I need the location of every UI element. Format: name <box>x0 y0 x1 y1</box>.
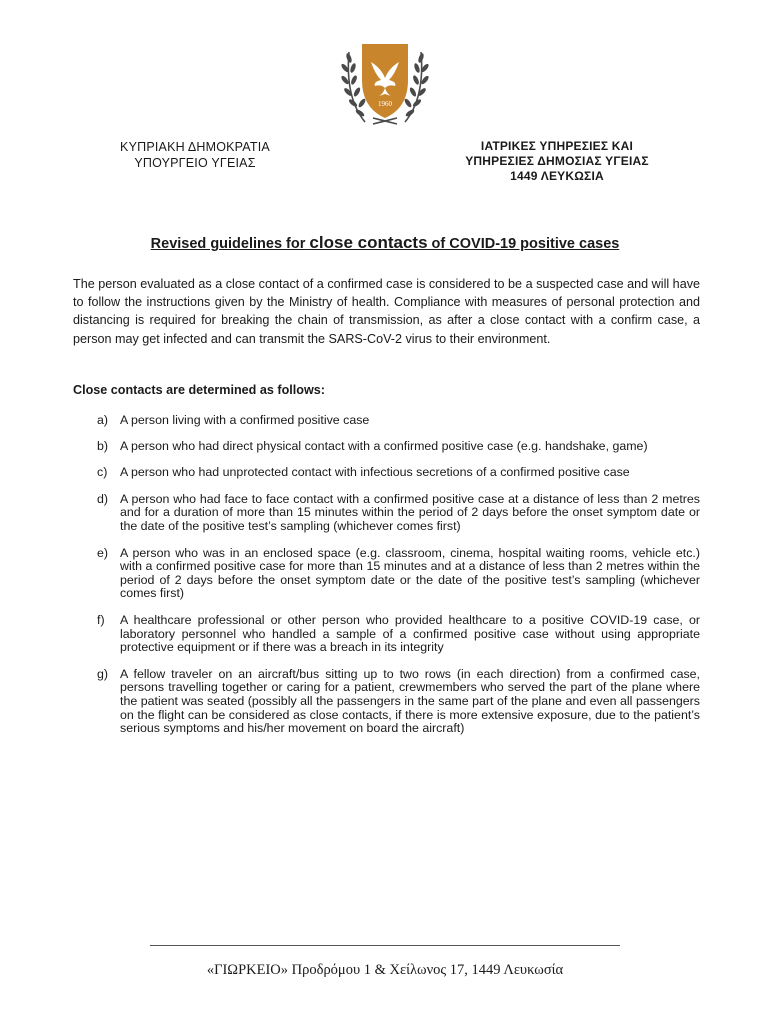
list-item <box>73 440 700 454</box>
list-item-text: A person who was in an enclosed space (e.g. classroom, cinema, hospital waiting rooms, vehicle etc.) with a confirmed positive case for more than 15 minutes and at a distance of less than 2 metres within the period of 2 days before the onset symptom date or the date of the positive test’s sampling (whichever comes first) <box>120 545 700 601</box>
list-item-text: A healthcare professional or other person who provided healthcare to a positive COVID-19 case, or laboratory personnel who handled a sample of a confirmed positive case without using appropriate protective equipment or if there was a breach in its integrity <box>120 612 700 655</box>
header-left-line: ΚΥΠΡΙΑΚΗ ΔΗΜΟΚΡΑΤΙΑ <box>120 140 270 154</box>
title-emphasis: close contacts <box>309 233 428 252</box>
list-item-text: A person living with a confirmed positive case <box>120 413 370 427</box>
list-item-text: A person who had direct physical contact with a confirmed positive case (e.g. handshake, game) <box>120 438 648 453</box>
title-suffix: of COVID-19 positive cases <box>427 236 620 252</box>
list-item <box>73 668 700 736</box>
list-item-text: A person who had unprotected contact with infectious secretions of a confirmed positive case <box>120 465 630 480</box>
footer-address: «ΓΙΩΡΚΕΙΟ» Προδρόμου 1 & Χείλωνος 17, 1449 Λευκωσία <box>206 962 564 978</box>
document-title <box>70 232 700 255</box>
header-right-line: ΥΠΗΡΕΣΙΕΣ ΔΗΜΟΣΙΑΣ ΥΓΕΙΑΣ <box>465 154 649 168</box>
list-item-text: A fellow traveler on an aircraft/bus sitting up to two rows (in each direction) from a confirmed case, persons travelling together or caring for a patient, crewmembers who served the part of the plane where the patient was seated (possibly all the passengers in the same part of the plane and even all passengers on the flight can be considered as close contacts, if there is more extensive exposure, due to the patient’s serious symptoms and his/her movement on board the aircraft) <box>120 666 700 736</box>
list-marker: c) <box>97 465 108 480</box>
list-marker: a) <box>97 413 109 427</box>
list-marker: d) <box>97 491 109 506</box>
list-item <box>73 414 700 428</box>
header-left-line: ΥΠΟΥΡΓΕΙΟ ΥΓΕΙΑΣ <box>134 156 256 170</box>
cyprus-coat-of-arms-icon <box>335 38 435 130</box>
list-marker: b) <box>97 438 109 453</box>
list-marker: e) <box>97 545 109 560</box>
header-left <box>100 139 290 171</box>
list-item <box>73 466 700 480</box>
header-right <box>448 139 666 184</box>
list-item <box>73 547 700 601</box>
list-marker: f) <box>97 612 105 627</box>
header-right-line: ΙΑΤΡΙΚΕΣ ΥΠΗΡΕΣΙΕΣ ΚΑΙ <box>480 139 634 153</box>
footer-divider <box>150 945 620 946</box>
list-item-text: A person who had face to face contact with a confirmed positive case at a distance of less than 2 metres and for a duration of more than 15 minutes within the period of 2 days before the onset symptom date or the date of the positive test’s sampling (whichever comes first) <box>120 491 700 533</box>
list-item <box>73 614 700 655</box>
svg-text:1960: 1960 <box>378 100 392 108</box>
header-right-line: 1449 ΛΕΥΚΩΣΙΑ <box>510 169 604 183</box>
section-subheading: Close contacts are determined as follows: <box>73 383 325 397</box>
close-contacts-list <box>73 414 700 736</box>
title-prefix: Revised guidelines for <box>150 236 310 252</box>
intro-paragraph: The person evaluated as a close contact of a confirmed case is considered to be a suspected case and will have to follow the instructions given by the Ministry of health. Compliance with measures of personal protection and distancing is required for breaking the chain of transmission, as after a close contact with a confirm case, a person may get infected and can transmit the SARS-CoV-2 virus to their environment. <box>73 277 700 346</box>
list-marker: g) <box>97 666 109 681</box>
list-item <box>73 493 700 534</box>
